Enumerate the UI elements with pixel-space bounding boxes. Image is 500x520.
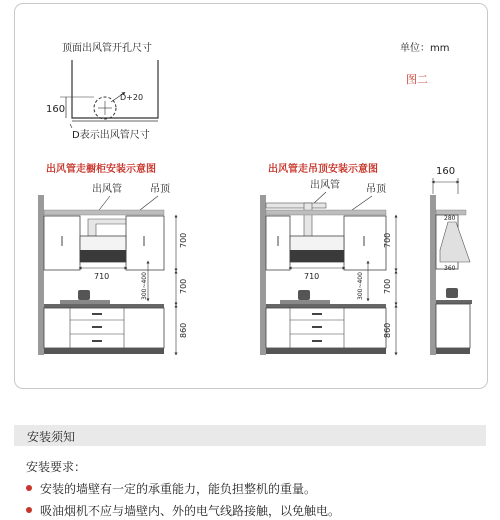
right-lower-cabinets [266,308,386,348]
right-width-dim: 710 [304,272,320,281]
side-dim-280: 280 [444,215,456,222]
right-dim-range: 300~400 [357,272,364,300]
duct-size-note: D表示出风管尺寸 [72,130,150,141]
bullet-dot-icon [26,507,32,513]
left-scene-title: 出风管走橱柜安装示意图 [46,164,156,175]
right-dim-middle: 700 [383,278,392,294]
left-ceiling-label: 吊顶 [150,184,170,195]
left-dim-upper: 700 [179,232,188,248]
left-ceiling-strip [44,210,164,215]
right-dim-upper: 700 [383,232,392,248]
side-dim-160: 160 [436,166,456,177]
figure-label: 图二 [406,73,428,86]
requirement-text: 安装的墙壁有一定的承重能力，能负担整机的重量。 [40,482,317,496]
side-countertop [436,300,472,304]
right-dim-lower: 860 [383,322,392,338]
requirement-item [26,480,316,497]
notice-section-bar [14,425,486,446]
requirement-item [26,502,340,519]
side-wall [430,195,436,355]
right-duct-label: 出风管 [310,180,340,191]
left-plinth [44,348,164,354]
left-upper-cabinet-b [126,216,164,270]
side-view [430,166,472,355]
left-dim-middle: 700 [179,278,188,294]
left-duct-label: 出风管 [92,184,122,195]
left-stove [60,300,110,304]
right-stove [280,300,330,304]
requirement-text: 吸油烟机不应与墙壁内、外的电气线路接触，以免触电。 [40,504,341,518]
right-ceiling-strip [266,210,386,215]
right-scene-title: 出风管走吊顶安装示意图 [268,164,378,175]
opening-size-caption: 顶面出风管开孔尺寸 [62,43,152,54]
bullet-dot-icon [26,485,32,491]
top-opening-detail [46,41,449,141]
right-upper-cabinet-b [344,216,386,270]
unit-label: 单位：mm [400,43,450,54]
right-pot [298,290,310,300]
right-ceiling-label: 吊顶 [366,184,386,195]
requirements-title: 安装要求： [26,460,87,474]
left-countertop [44,304,164,308]
right-duct [266,203,326,208]
right-hood-front [290,250,344,262]
left-width-dim: 710 [94,272,110,281]
side-pot [446,288,458,298]
left-lower-cabinets [44,308,164,348]
left-wall [38,195,44,355]
side-dim-360: 360 [444,265,456,272]
hole-offset-dim: 160 [46,104,66,115]
left-pot [78,290,90,300]
side-lower-cabinet [436,304,470,348]
ceiling-panel [72,60,158,118]
side-plinth [436,348,470,354]
notice-section-title: 安装须知 [27,430,76,444]
left-dim-range: 300~400 [141,272,148,300]
right-countertop [266,304,386,308]
left-hood-front [80,250,126,262]
right-plinth [266,348,386,354]
right-wall [260,195,266,355]
left-dim-lower: 860 [179,322,188,338]
left-scene [38,162,188,355]
right-scene [260,162,396,355]
diameter-dim: D+20 [120,93,144,102]
